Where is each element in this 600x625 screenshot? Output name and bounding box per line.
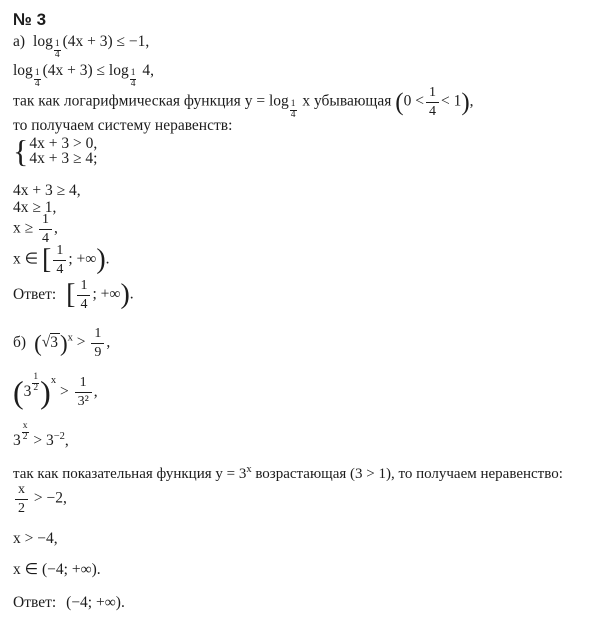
math-row [13, 326, 110, 360]
close-paren: ) [96, 244, 106, 275]
math-row [13, 530, 58, 548]
line-a-given [13, 32, 594, 62]
exponent-x: x [50, 374, 57, 386]
math-row [13, 560, 101, 579]
system-rows [29, 136, 97, 167]
answer-label: Ответ: [13, 285, 57, 303]
greater-than: > [59, 382, 69, 400]
reason-text: x убывающая [302, 92, 392, 110]
open-bracket: [ [42, 244, 52, 275]
log-token: log [13, 62, 33, 80]
reason-text: возрастающая (3 > 1), то получаем неравенство: [255, 465, 563, 482]
part-a-label: а) [13, 33, 26, 51]
base-three: 3 [23, 382, 32, 400]
intro-text: то получаем систему неравенств: [13, 116, 233, 134]
log-base-fraction: $\frac{1}{4}$ [34, 68, 40, 90]
open-paren: ( [34, 330, 42, 356]
exponent-x: x [67, 332, 73, 344]
condition-text: 0 < [403, 92, 424, 110]
exponent-x-over-two: $\frac{x}{2}$ [22, 421, 28, 442]
line-a-system [13, 135, 594, 167]
inequality-text: 4x ≥ 1, [13, 199, 57, 216]
reason-text: так как показательная функция y = 3 [13, 465, 247, 482]
inequality-text: 4, [142, 62, 154, 80]
exponent-x: x [246, 463, 252, 475]
comma: , [64, 431, 69, 449]
line-b-step2 [13, 373, 594, 409]
math-row [13, 33, 149, 61]
math-row [13, 212, 58, 246]
comma: , [54, 219, 58, 237]
line-b-step5 [13, 531, 594, 547]
interval-text: ; +∞ [68, 250, 97, 268]
line-a-step3 [13, 183, 594, 199]
reason-text: так как логарифмическая функция y = [13, 92, 266, 110]
inequality-text: (4x + 3) ≤ [42, 62, 106, 80]
fraction-one-ninth: $\frac{1}{9}$ [91, 326, 104, 360]
fraction-one-quarter: $\frac{1}{4}$ [426, 85, 439, 119]
math-row [13, 482, 67, 516]
system-row-2: 4x + 3 ≥ 4; [29, 150, 98, 167]
log-token: log [108, 62, 129, 80]
math-row [13, 373, 98, 409]
inequality-text: x ∈ [13, 250, 39, 268]
log-base-fraction: $\frac{1}{4}$ [130, 68, 136, 90]
base-three: 3 [13, 431, 21, 449]
fraction-one-quarter: $\frac{1}{4}$ [53, 243, 66, 277]
comma: , [469, 92, 474, 110]
radical-icon: √ [41, 333, 51, 351]
fraction-x-over-two: $\frac{x}{2}$ [15, 482, 28, 516]
inequality-text: > 3 [33, 431, 54, 449]
close-paren: ) [120, 279, 130, 310]
close-paren: ) [40, 374, 51, 411]
close-paren: ) [461, 88, 470, 116]
math-row [13, 135, 97, 167]
math-row [13, 243, 110, 277]
fraction-one-quarter: $\frac{1}{4}$ [39, 212, 52, 246]
period: . [129, 285, 134, 303]
period: . [105, 250, 110, 268]
log-token: log [33, 33, 53, 51]
inequality-text: > −2, [33, 489, 67, 507]
log-base-fraction: $\frac{1}{4}$ [290, 98, 296, 120]
line-a-step5 [13, 212, 594, 246]
inequality-text: 4x + 3 ≥ 4, [13, 182, 81, 199]
problem-number: № 3 [13, 10, 47, 29]
close-paren: ) [60, 330, 68, 356]
interval-text: ; +∞ [92, 285, 121, 303]
log-base-fraction: $\frac{1}{4}$ [54, 39, 60, 61]
line-b-step6 [13, 559, 594, 579]
math-row [13, 182, 81, 200]
line-a-step6 [13, 245, 594, 275]
line-b-step4 [13, 482, 594, 516]
fraction-one-quarter: $\frac{1}{4}$ [77, 278, 90, 312]
part-b-label: б) [13, 333, 27, 351]
condition-text: < 1 [440, 92, 462, 110]
line-b-given [13, 327, 594, 359]
math-row [13, 594, 125, 612]
greater-than: > [76, 333, 86, 351]
math-row [13, 117, 232, 135]
math-row [13, 278, 134, 312]
line-b-answer [13, 593, 594, 613]
open-paren: ( [13, 374, 24, 411]
line-a-answer [13, 280, 594, 310]
math-row [13, 464, 563, 483]
line-b-reason [13, 464, 594, 482]
inequality-text: x ≥ [13, 219, 34, 237]
system-row-1: 4x + 3 > 0, [29, 134, 98, 152]
inequality-text: x > −4, [13, 530, 58, 547]
inequality-text: (4x + 3) ≤ −1, [62, 33, 150, 51]
fraction-one-over-three-squared: $\frac{1}{\text{3²}}$ [75, 375, 92, 409]
open-paren: ( [395, 88, 404, 116]
radicand: 3 [50, 333, 58, 351]
comma: , [106, 333, 111, 351]
line-a-reason [13, 85, 594, 120]
math-row [13, 85, 474, 120]
comma: , [93, 382, 98, 400]
line-b-step3 [13, 423, 594, 449]
answer-label: Ответ: [13, 594, 57, 611]
open-bracket: [ [66, 279, 76, 310]
system-brace: { [13, 133, 29, 169]
answer-value: (−4; +∞). [66, 594, 125, 611]
interval-text: x ∈ (−4; +∞). [13, 560, 101, 578]
log-token: log [268, 92, 289, 110]
line-a-step4 [13, 200, 594, 216]
exponent-minus-two: −2 [53, 430, 65, 442]
math-row [13, 422, 69, 450]
exponent-one-half: $\frac{1}{2}$ [33, 371, 39, 393]
